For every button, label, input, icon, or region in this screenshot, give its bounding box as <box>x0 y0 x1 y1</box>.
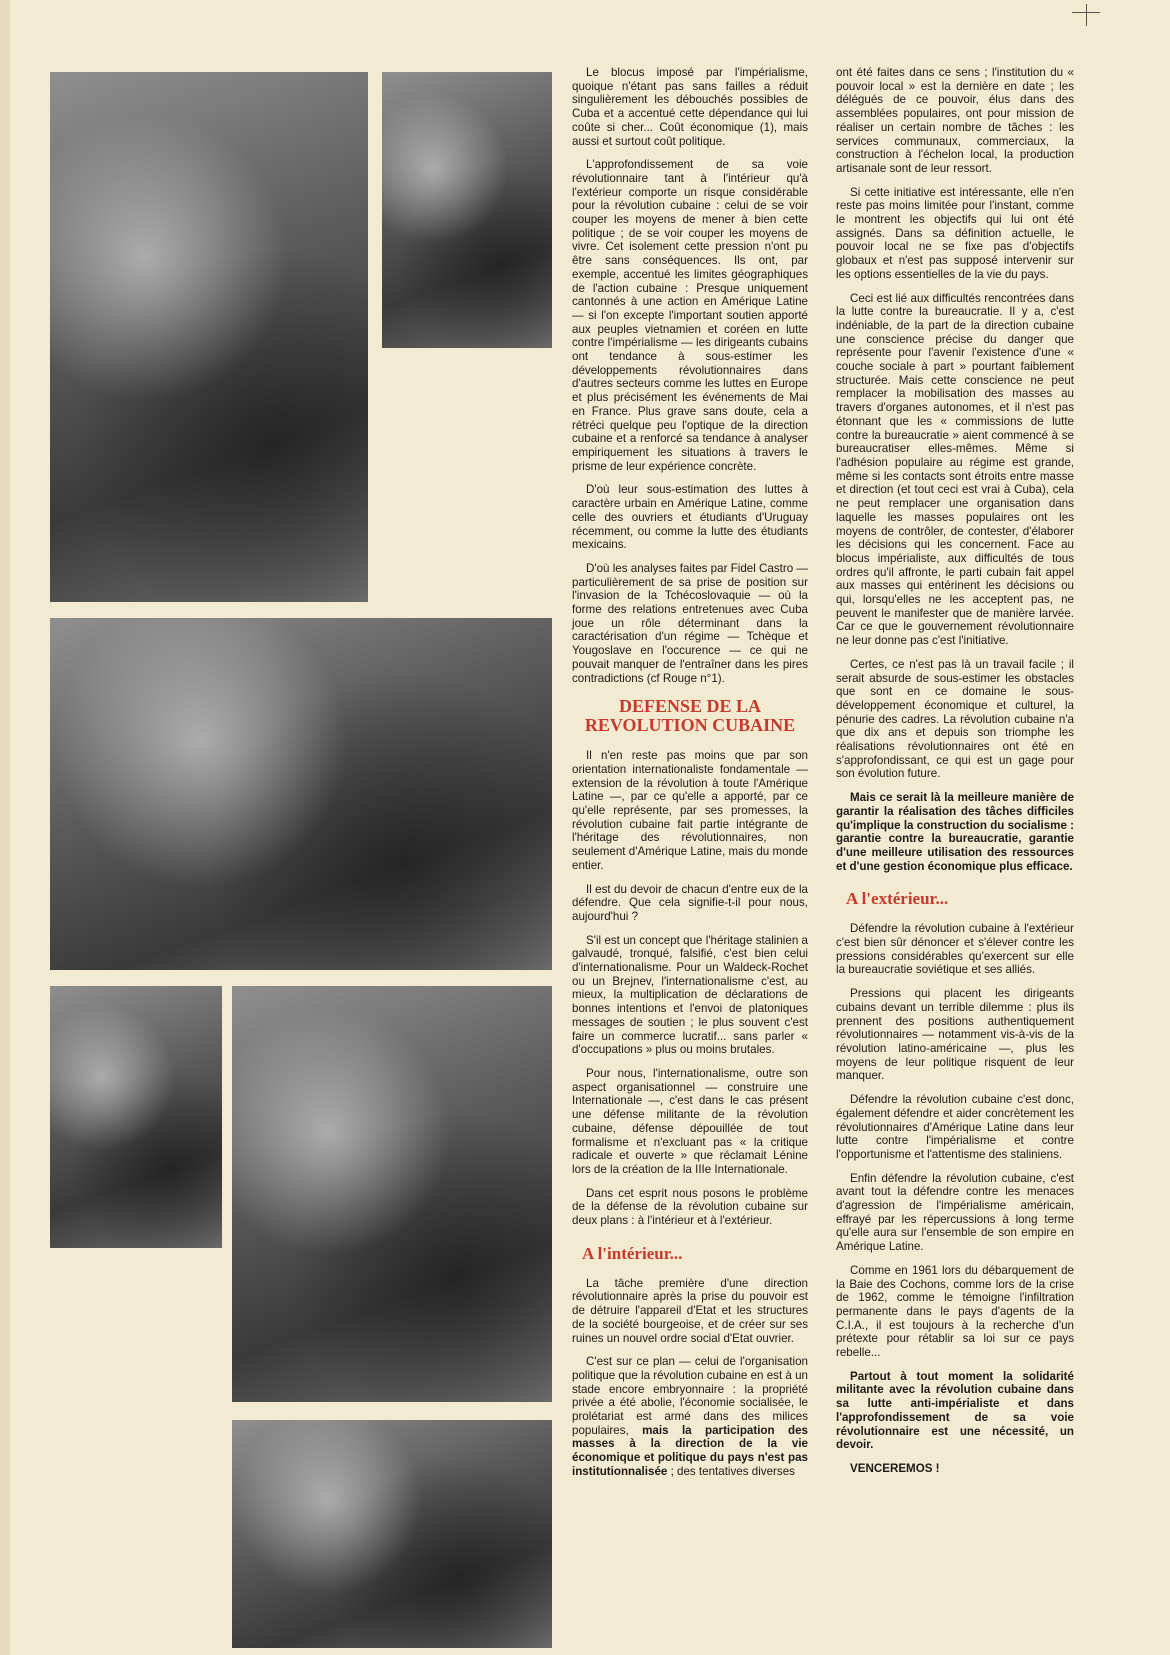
paragraph: S'il est un concept que l'héritage stalinien a galvaudé, tronqué, falsifié, c'est bien celui d'internationalisme. Pour un Waldeck-Rochet ou un Brejnev, l'internationalisme c'est, au mieux, la multiplication de déclarations de bonnes intentions et l'envoi de platoniques messages de soutien ; le plus souvent c'est faire un commerce lucratif... sans parler « d'occupations » plus ou moins brutales. <box>572 933 808 1057</box>
photo-guerrillas-rifles <box>382 72 552 348</box>
paragraph: D'où leur sous-estimation des luttes à caractère urbain en Amérique Latine, comme celle des ouvriers et étudiants d'Uruguay récemment, ou comme la lutte des étudiants mexicains. <box>572 483 808 552</box>
paragraph-bold: Mais ce serait là la meilleure manière de garantir la réalisation des tâches difficiles qu'implique la construction du socialisme : garantie contre la bureaucratie, garantie d'une meilleure utilisation des ressources et d'une gestion économique plus efficace. <box>836 791 1074 873</box>
paragraph: Ceci est lié aux difficultés rencontrées dans la lutte contre la bureaucratie. Il y a, c'est indéniable, de la part de la direction cubaine une conscience précise du danger que représente pour l'avenir l'existence d'une « couche sociale à part » pourtant faiblement structurée. Mais cette conscience ne peut remplacer la mobilisation des masses au travers d'organes autonomes, et il n'est pas étonnant que les « commissions de lutte contre la bureaucratie » aient commencé à se bureaucratiser elles-mêmes. Même si l'adhésion populaire au régime est grande, même si les contacts sont étroits entre masse et direction (et tout ceci est vrai à Cuba), cela ne peut remplacer une organisation dans laquelle les masses populaires ont les moyens de contrôler, de contester, d'élaborer les décisions qui les concernent. Face au blocus impérialiste, aux difficultés de tous ordres qu'il affronte, le parti cubain fait appel aux masses qui entérinent les décisions ou qui, lorsqu'elles ne les acceptent pas, ne peuvent le manifester que de manière larvée. Car ce que le gouvernement révolutionnaire ne leur donne pas c'est l'initiative. <box>836 291 1074 648</box>
text-run-bold: mais la participation des masses à la direction de la vie économique et politique du pays n'est pas institutionnalisée <box>572 1423 808 1478</box>
paragraph <box>572 1355 808 1478</box>
paragraph: D'où les analyses faites par Fidel Castro — particulièrement de sa prise de position sur l'invasion de la Tchécoslovaquie — où la forme des relations entretenues avec Cuba joue un rôle déterminant dans la caractérisation d'un régime — Tchèque et Yougoslave en l'occurence — ce qui ne pouvait manquer de l'entraîner dans les pires contradictions (cf Rouge n°1). <box>572 561 808 685</box>
paragraph: Défendre la révolution cubaine c'est donc, également défendre et aider concrètement les révolutionnaires d'Amérique Latine dans leur lutte contre l'impérialisme et contre l'opportunisme et l'attentisme des staliniens. <box>836 1093 1074 1161</box>
paragraph: Pour nous, l'internationalisme, outre son aspect organisationnel — construire une Internationale —, c'est dans le cas présent une défense militante de la révolution cubaine, défense dépouillée de tout formalisme et n'excluant pas « la critique radicale et ouverte » que réclamait Lénine lors de la création de la IIIe Internationale. <box>572 1067 808 1176</box>
section-heading: DEFENSE DE LA REVOLUTION CUBAINE <box>584 696 796 736</box>
paragraph: Pressions qui placent les dirigeants cubains devant un terrible dilemme : plus ils prennent des positions authentiquement révolutionnaires — notamment vis-à-vis de la révolution latino-américaine —, plus les moyens de leur politique risquent de leur manquer. <box>836 987 1074 1083</box>
paragraph: Si cette initiative est intéressante, elle n'en reste pas moins limitée pour l'instant, comme le montrent les objectifs qui lui ont été assignés. Dans sa définition actuelle, le pouvoir local ne se fixe pas d'objectifs globaux et n'est pas supposé intervenir sur les options essentielles de la vie du pays. <box>836 185 1074 281</box>
paragraph: Il est du devoir de chacun d'entre eux de la défendre. Que cela signifie-t-il pour nous, aujourd'hui ? <box>572 882 808 923</box>
paragraph: L'approfondissement de sa voie révolutionnaire tant à l'intérieur qu'à l'extérieur comporte un risque considérable pour la révolution cubaine : celui de se voir couper les moyens de mener à bien cette politique ; de se voir couper les moyens de vivre. Cet isolement cette pression n'ont pu être sans conséquences. Ils ont, par exemple, accentué les limites géographiques de l'action cubaine : Presque uniquement cantonnés à une action en Amérique Latine — si l'on excepte l'important soutien apporté aux peuples vietnamien et coréen en lutte contre l'impérialisme — les dirigeants cubains ont tendance à sous-estimer les développements révolutionnaires dans d'autres secteurs comme les luttes en Europe et plus précisément les événements de Mai en France. Plus grave sans doute, cela a rétréci quelque peu l'optique de la direction cubaine et a renforcé sa tendance à analyser empiriquement les situations à travers le prisme de leur expérience concrète. <box>572 158 808 473</box>
paragraph: La tâche première d'une direction révolutionnaire après la prise du pouvoir est de détruire l'appareil d'Etat et les structures de la société bourgeoise, et de créer sur ses ruines un nouvel ordre social d'Etat ouvrier. <box>572 1276 808 1345</box>
crop-mark <box>1086 4 1087 26</box>
photo-field-workers <box>232 986 552 1402</box>
paper-fold-edge <box>0 0 10 1655</box>
article-column-1 <box>572 66 808 1489</box>
paragraph: Il n'en reste pas moins que par son orientation internationaliste fondamentale — extension de la révolution à toute l'Amérique Latine —, par ce qu'elle a apporté, par ce qu'elle représente, par ses promesses, la révolution cubaine fait partie intégrante de l'héritage des révolutionnaires, non seulement d'Amérique Latine, mais du monde entier. <box>572 749 808 872</box>
paragraph: Certes, ce n'est pas là un travail facile ; il serait absurde de sous-estimer les obstacles que sont en ce domaine le sous-développement économique et culturel, la pénurie des cadres. La révolution cubaine n'a que dix ans et depuis son triomphe les réalisations révolutionnaires ont été en s'approfondissant, ce qui est un gage pour son évolution future. <box>836 657 1074 781</box>
paragraph: Dans cet esprit nous posons le problème de la défense de la révolution cubaine sur deux plans : à l'intérieur et à l'extérieur. <box>572 1186 808 1228</box>
photo-militia-rifles-raised <box>50 618 552 970</box>
paragraph: Défendre la révolution cubaine à l'extérieur c'est bien sûr dénoncer et s'élever contre les pressions considérables qu'exercent sur elle la bureaucratie soviétique et ses alliés. <box>836 922 1074 977</box>
paragraph: Enfin défendre la révolution cubaine, c'est avant tout la défendre contre les menaces d'agression de l'impérialisme américain, effrayé par les répercussions à long terme qu'elle aura sur l'ensemble de son empire en Amérique Latine. <box>836 1171 1074 1254</box>
photo-fidel-pointing <box>50 72 368 602</box>
paragraph: ont été faites dans ce sens ; l'institution du « pouvoir local » est la dernière en date ; les délégués de ce pouvoir, élus dans des assemblées populaires, ont pour mission de réaliser un certain nombre de tâches : les services communaux, commerciaux, la construction à l'échelon local, la production artisanale sont de leur ressort. <box>836 66 1074 175</box>
paragraph: Comme en 1961 lors du débarquement de la Baie des Cochons, comme lors de la crise de 1962, comme le témoigne l'infiltration permanente dans le pays d'agents de la C.I.A., il est toujours à la recherche d'un prétexte pour rétablir sa loi sur ce pays rebelle... <box>836 1263 1074 1360</box>
photo-crowd-square <box>50 986 222 1248</box>
closing-slogan: VENCEREMOS ! <box>850 1461 940 1475</box>
subheading-exterior: A l'extérieur... <box>846 889 949 909</box>
text-run: ; des tentatives diverses <box>667 1464 795 1478</box>
text-run: C'est sur ce plan — celui de l'organisation politique que la révolution cubaine en est à un stade encore embryonnaire : la propriété privée a été abolie, l'économie socialisée, le prolétariat est armé dans des milices populaires, <box>572 1355 808 1437</box>
paragraph-bold: Partout à tout moment la solidarité militante avec la révolution cubaine dans sa lutte anti-impérialiste et dans l'approfondissement de sa voie révolutionnaire est une nécessité, un devoir. <box>836 1369 1074 1452</box>
article-column-2 <box>836 66 1074 1486</box>
paragraph: Le blocus imposé par l'impérialisme, quoique n'étant pas sans failles a réduit singulièrement les débouchés possibles de Cuba et a accentué cette dépendance qui lui coûte si cher... Coût économique (1), mais aussi et surtout coût politique. <box>572 66 808 148</box>
photo-cane-cutter <box>232 1420 552 1648</box>
subheading-interior: A l'intérieur... <box>582 1243 683 1263</box>
